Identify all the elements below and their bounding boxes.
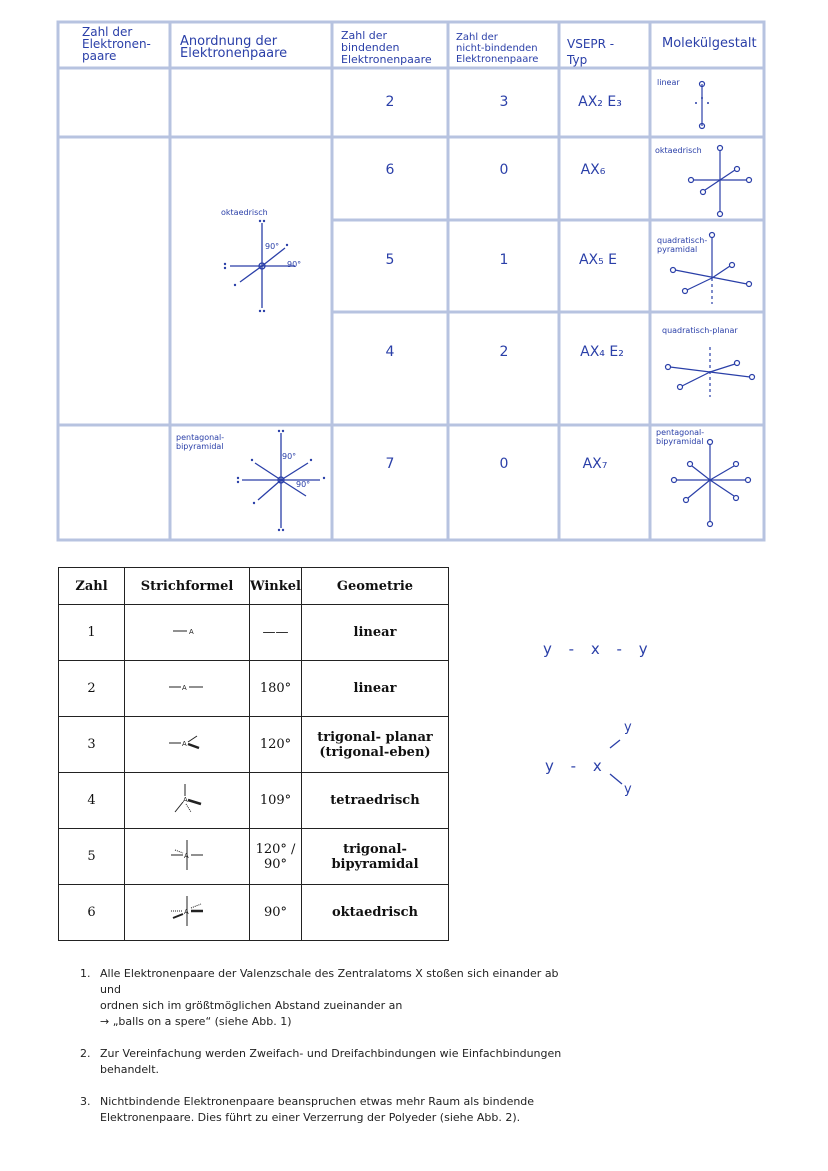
octahedral-shape-icon <box>685 142 755 218</box>
cell-n: 1 <box>59 605 125 661</box>
row1-type: AX₂ E₃ <box>578 94 622 110</box>
header-vsepr-type: VSEPR - Typ <box>567 37 615 67</box>
shape-label-oktaedrisch: oktaedrisch <box>655 146 702 155</box>
square-planar-shape-icon <box>660 342 760 402</box>
row4-bonding: 4 <box>385 344 395 360</box>
cell-angle: 109° <box>250 773 302 829</box>
svg-text:A: A <box>182 740 187 748</box>
formula-6-icon <box>125 885 250 941</box>
row2-bonding: 6 <box>385 162 395 178</box>
header-bonding: Zahl der bindenden Elektronenpaare <box>341 29 432 66</box>
table-row <box>59 661 449 717</box>
notes-list <box>80 966 580 1142</box>
row5-bonding: 7 <box>385 456 395 472</box>
cell-angle: —— <box>250 605 302 661</box>
cell-geometry: trigonal- planar (trigonal-eben) <box>301 717 448 773</box>
cell-geometry: linear <box>301 605 448 661</box>
table-row <box>59 605 449 661</box>
cell-geometry: linear <box>301 661 448 717</box>
cell-angle: 90° <box>250 885 302 941</box>
linear-shape-icon <box>690 76 720 134</box>
table-row <box>59 829 449 885</box>
row3-type: AX₅ E <box>578 252 618 268</box>
label-pentagonal: pentagonal- bipyramidal <box>176 433 225 451</box>
col-zahl: Zahl <box>59 568 125 605</box>
col-geometrie: Geometrie <box>301 568 448 605</box>
cell-geometry: oktaedrisch <box>301 885 448 941</box>
pentagonal-bipyramidal-shape-icon <box>666 436 756 530</box>
formula-5-icon <box>125 829 250 885</box>
row1-bonding: 2 <box>385 94 395 110</box>
list-item: 1. Alle Elektronenpaare der Valenzschale des Zentralatoms X stoßen sich einander ab und ordnen sich im größtmöglichen Abstand zueinander an → „balls on a spere“ (siehe Abb. 1) <box>80 967 559 1028</box>
geometry-table <box>58 567 449 941</box>
row5-type: AX₇ <box>582 456 608 472</box>
pentagonal-arrangement-icon <box>230 428 330 533</box>
svg-text:A: A <box>182 684 187 692</box>
row3-bonding: 5 <box>385 252 395 268</box>
list-item: 3. Nichtbindende Elektronenpaare beanspruchen etwas mehr Raum als bindende Elektronenpaare. Dies führt zu einer Verzerrung der Polyeder (siehe Abb. 2). <box>80 1095 535 1124</box>
cell-n: 4 <box>59 773 125 829</box>
cell-n: 6 <box>59 885 125 941</box>
row3-nonbonding: 1 <box>499 252 509 268</box>
label-oktaedrisch: oktaedrisch <box>221 208 268 217</box>
header-arrangement: Anordnung der Elektronenpaare <box>180 34 288 61</box>
angle-label-3: 90° <box>282 452 297 461</box>
svg-text:A: A <box>189 628 194 636</box>
shape-label-pentagonal-bipyramidal: pentagonal-bipyramidal <box>656 428 705 446</box>
cell-n: 2 <box>59 661 125 717</box>
header-nonbonding: Zahl der nicht-bindenden Elektronenpaare <box>456 32 539 65</box>
bent-sketch-y-top: y <box>624 720 632 735</box>
linear-sketch: y - x - y <box>543 640 654 658</box>
list-item: 2. Zur Vereinfachung werden Zweifach- und Dreifachbindungen wie Einfachbindungen behandelt. <box>80 1047 562 1076</box>
row4-type: AX₄ E₂ <box>580 344 624 360</box>
row2-type: AX₆ <box>580 162 606 178</box>
shape-label-linear: linear <box>657 78 680 87</box>
col-strichformel: Strichformel <box>125 568 250 605</box>
square-pyramidal-shape-icon <box>665 226 755 308</box>
svg-text:A: A <box>183 796 188 804</box>
cell-angle: 120° / 90° <box>250 829 302 885</box>
bent-sketch-y-bottom: y <box>624 782 632 797</box>
bent-sketch: y - x <box>545 757 608 775</box>
table-row <box>59 717 449 773</box>
angle-label-4: 90° <box>296 480 311 489</box>
header-molecule-shape: Molekülgestalt <box>662 36 757 51</box>
shape-label-quadratisch-planar: quadratisch-planar <box>662 326 738 335</box>
row5-nonbonding: 0 <box>499 456 509 472</box>
row4-nonbonding: 2 <box>499 344 509 360</box>
cell-geometry: tetraedrisch <box>301 773 448 829</box>
angle-label-1: 90° <box>265 242 280 251</box>
col-winkel: Winkel <box>250 568 302 605</box>
header-electron-pairs: Zahl der Elektronen- paare <box>82 25 151 63</box>
table-row <box>59 773 449 829</box>
cell-geometry: trigonal- bipyramidal <box>301 829 448 885</box>
svg-text:A: A <box>184 908 189 916</box>
row2-nonbonding: 0 <box>499 162 509 178</box>
cell-angle: 180° <box>250 661 302 717</box>
cell-angle: 120° <box>250 717 302 773</box>
svg-text:A: A <box>184 852 189 860</box>
formula-3-icon <box>125 717 250 773</box>
formula-1-icon <box>125 605 250 661</box>
shape-label-quadratisch-pyramidal: quadratisch-pyramidal <box>657 236 708 254</box>
table-row <box>59 885 449 941</box>
geometry-table-header <box>59 568 449 605</box>
formula-2-icon <box>125 661 250 717</box>
cell-n: 5 <box>59 829 125 885</box>
row1-nonbonding: 3 <box>499 94 509 110</box>
angle-label-2: 90° <box>287 260 302 269</box>
formula-4-icon <box>125 773 250 829</box>
cell-n: 3 <box>59 717 125 773</box>
